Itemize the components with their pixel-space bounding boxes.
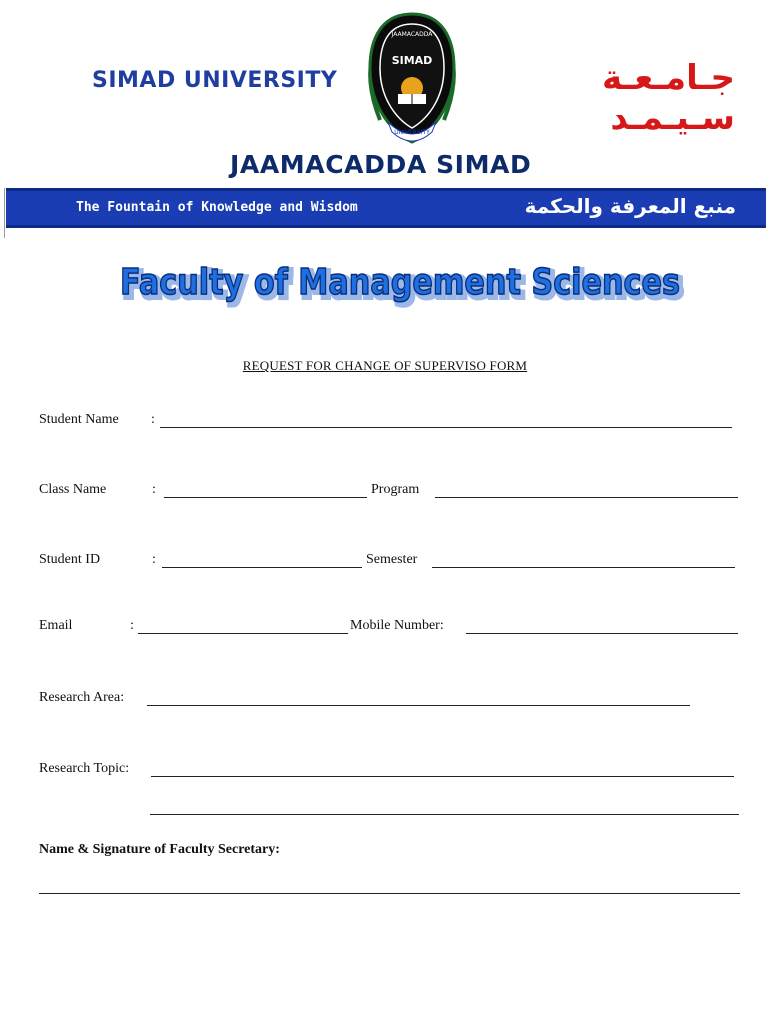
colon: : <box>152 482 156 497</box>
logo-text: SIMAD <box>391 54 433 67</box>
student-id-field[interactable] <box>162 567 362 568</box>
logo-ring-top: JAAMACADDA <box>391 31 433 38</box>
motto-english: The Fountain of Knowledge and Wisdom <box>76 200 358 215</box>
margin-rule <box>4 188 5 238</box>
research-topic-field-line2[interactable] <box>150 814 739 815</box>
university-name-arabic: جـامـعـة سـيـمـد <box>602 58 735 138</box>
logo-ring-bottom: UNIVERSITY <box>394 129 430 136</box>
motto-arabic: منبع المعرفة والحكمة <box>524 194 736 218</box>
colon: : <box>130 618 134 633</box>
email-field[interactable] <box>138 633 348 634</box>
class-name-field[interactable] <box>164 497 367 498</box>
university-name-somali: JAAMACADDA SIMAD <box>230 150 532 179</box>
faculty-title-shadow: Faculty of Management Sciences <box>123 265 683 306</box>
semester-field[interactable] <box>432 567 735 568</box>
form-title: REQUEST FOR CHANGE OF SUPERVISO FORM <box>242 358 528 373</box>
mobile-number-field[interactable] <box>466 633 738 634</box>
university-name-english: SIMAD UNIVERSITY <box>92 68 338 93</box>
colon: : <box>152 552 156 567</box>
class-name-label: Class Name <box>39 482 107 497</box>
faculty-secretary-label: Name & Signature of Faculty Secretary: <box>39 842 280 857</box>
research-topic-field[interactable] <box>151 776 734 777</box>
faculty-title: Faculty of Management Sciences <box>120 262 680 303</box>
colon: : <box>151 412 155 427</box>
research-topic-label: Research Topic: <box>39 761 130 776</box>
research-area-field[interactable] <box>147 705 690 706</box>
student-id-label: Student ID <box>39 552 101 567</box>
mobile-number-label: Mobile Number: <box>350 618 444 633</box>
student-name-label: Student Name <box>39 412 119 427</box>
program-field[interactable] <box>435 497 738 498</box>
faculty-title-graphic <box>110 252 690 308</box>
semester-label: Semester <box>366 552 418 567</box>
program-label: Program <box>371 482 420 497</box>
email-label: Email <box>39 618 73 633</box>
research-area-label: Research Area: <box>39 690 125 705</box>
letterhead <box>0 0 770 240</box>
motto-band <box>6 188 766 228</box>
faculty-secretary-signature-field[interactable] <box>39 893 740 894</box>
student-name-field[interactable] <box>160 427 732 428</box>
university-logo <box>358 10 466 150</box>
